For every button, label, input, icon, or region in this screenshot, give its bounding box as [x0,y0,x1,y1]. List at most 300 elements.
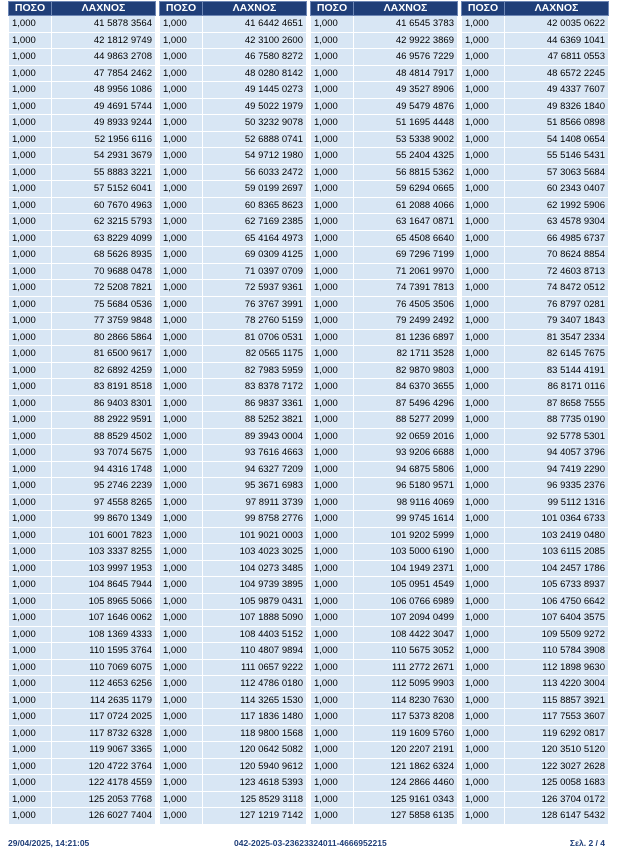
amount-cell: 1,000 [9,659,52,676]
table-row [311,791,458,808]
table-row [160,692,307,709]
table-row [160,181,307,198]
ticket-number-cell: 98 9116 4069 [354,494,458,511]
ticket-number-cell: 107 2094 0499 [354,610,458,627]
amount-cell: 1,000 [160,494,203,511]
ticket-number-cell: 93 9206 6688 [354,445,458,462]
amount-cell: 1,000 [9,82,52,99]
amount-cell: 1,000 [462,379,505,396]
table-row [462,593,609,610]
table-row [462,296,609,313]
amount-cell: 1,000 [9,296,52,313]
amount-cell: 1,000 [9,577,52,594]
amount-cell: 1,000 [9,791,52,808]
ticket-number-cell: 114 8230 7630 [354,692,458,709]
ticket-number-cell: 82 7983 5959 [203,362,307,379]
ticket-number-cell: 48 4814 7917 [354,65,458,82]
amount-cell: 1,000 [160,544,203,561]
table-row [311,593,458,610]
ticket-number-cell: 87 8658 7555 [505,395,609,412]
table-row [311,725,458,742]
table-row [311,742,458,759]
table-row [9,181,156,198]
document-reference: 042-2025-03-23623324011-4666952215 [234,838,387,848]
ticket-number-cell: 68 5626 8935 [52,247,156,264]
amount-cell: 1,000 [462,65,505,82]
amount-cell: 1,000 [311,115,354,132]
table-row [9,593,156,610]
table-row [160,428,307,445]
table-row [9,725,156,742]
amount-cell: 1,000 [311,98,354,115]
ticket-number-cell: 49 5022 1979 [203,98,307,115]
ticket-number-cell: 94 7419 2290 [505,461,609,478]
table-row [311,478,458,495]
ticket-number-cell: 103 4023 3025 [203,544,307,561]
table-row [160,280,307,297]
amount-cell: 1,000 [462,181,505,198]
table-row [462,214,609,231]
table-row [311,676,458,693]
amount-cell: 1,000 [311,494,354,511]
table-row [462,791,609,808]
amount-cell: 1,000 [311,280,354,297]
amount-cell: 1,000 [462,725,505,742]
amount-cell: 1,000 [160,32,203,49]
ticket-number-cell: 125 9161 0343 [354,791,458,808]
table-row [462,461,609,478]
amount-cell: 1,000 [160,313,203,330]
table-row [311,461,458,478]
table-row [311,709,458,726]
ticket-number-cell: 123 4618 5393 [203,775,307,792]
header-ticket: ΛΑΧΝΟΣ [505,2,609,16]
table-row [160,395,307,412]
ticket-number-cell: 108 4403 5152 [203,626,307,643]
amount-cell: 1,000 [9,461,52,478]
header-ticket: ΛΑΧΝΟΣ [203,2,307,16]
table-row [462,494,609,511]
amount-cell: 1,000 [311,560,354,577]
ticket-number-cell: 63 1647 0871 [354,214,458,231]
ticket-number-cell: 105 0951 4549 [354,577,458,594]
amount-cell: 1,000 [160,98,203,115]
ticket-number-cell: 52 1956 6116 [52,131,156,148]
amount-cell: 1,000 [462,49,505,66]
amount-cell: 1,000 [311,49,354,66]
amount-cell: 1,000 [160,16,203,33]
table-row [160,626,307,643]
table-row [160,742,307,759]
ticket-number-cell: 117 8732 6328 [52,725,156,742]
table-row [9,247,156,264]
table-row [462,626,609,643]
amount-cell: 1,000 [9,775,52,792]
ticket-number-cell: 120 5940 9612 [203,758,307,775]
amount-cell: 1,000 [160,65,203,82]
table-row [9,148,156,165]
amount-cell: 1,000 [311,527,354,544]
ticket-number-cell: 94 6327 7209 [203,461,307,478]
results-table-1 [8,1,156,825]
amount-cell: 1,000 [9,692,52,709]
ticket-number-cell: 114 3265 1530 [203,692,307,709]
ticket-number-cell: 110 5784 3908 [505,643,609,660]
amount-cell: 1,000 [462,544,505,561]
table-row [9,643,156,660]
table-row [160,32,307,49]
ticket-number-cell: 54 1408 0654 [505,131,609,148]
amount-cell: 1,000 [462,461,505,478]
ticket-number-cell: 96 5180 9571 [354,478,458,495]
table-row [9,791,156,808]
table-row [9,511,156,528]
table-row [160,115,307,132]
amount-cell: 1,000 [9,263,52,280]
table-row [9,808,156,825]
ticket-number-cell: 70 9688 0478 [52,263,156,280]
amount-cell: 1,000 [462,511,505,528]
ticket-number-cell: 49 4337 7607 [505,82,609,99]
ticket-number-cell: 60 2343 0407 [505,181,609,198]
amount-cell: 1,000 [311,379,354,396]
amount-cell: 1,000 [160,346,203,363]
ticket-number-cell: 49 4691 5744 [52,98,156,115]
amount-cell: 1,000 [9,16,52,33]
amount-cell: 1,000 [9,98,52,115]
amount-cell: 1,000 [311,16,354,33]
ticket-number-cell: 66 4985 6737 [505,230,609,247]
ticket-number-cell: 42 3100 2600 [203,32,307,49]
amount-cell: 1,000 [462,214,505,231]
table-row [311,775,458,792]
ticket-number-cell: 82 6892 4259 [52,362,156,379]
amount-cell: 1,000 [9,725,52,742]
table-row [9,659,156,676]
amount-cell: 1,000 [9,643,52,660]
table-row [160,98,307,115]
amount-cell: 1,000 [311,313,354,330]
table-row [462,148,609,165]
table-row [160,329,307,346]
amount-cell: 1,000 [160,131,203,148]
table-row [462,758,609,775]
table-row [9,82,156,99]
table-row [160,65,307,82]
table-row [160,659,307,676]
table-row [462,445,609,462]
table-row [462,329,609,346]
amount-cell: 1,000 [311,181,354,198]
ticket-number-cell: 74 8472 0512 [505,280,609,297]
amount-cell: 1,000 [160,511,203,528]
amount-cell: 1,000 [462,808,505,825]
amount-cell: 1,000 [462,742,505,759]
table-row [311,131,458,148]
ticket-number-cell: 69 7296 7199 [354,247,458,264]
table-row [462,346,609,363]
ticket-number-cell: 103 9997 1953 [52,560,156,577]
ticket-number-cell: 71 0397 0709 [203,263,307,280]
table-row [462,412,609,429]
amount-cell: 1,000 [9,115,52,132]
header-amount: ΠΟΣΟ [160,2,203,16]
ticket-number-cell: 101 9021 0003 [203,527,307,544]
ticket-number-cell: 112 5095 9903 [354,676,458,693]
ticket-number-cell: 89 3943 0004 [203,428,307,445]
ticket-number-cell: 81 0706 0531 [203,329,307,346]
table-row [311,808,458,825]
ticket-number-cell: 49 8933 9244 [52,115,156,132]
amount-cell: 1,000 [160,379,203,396]
amount-cell: 1,000 [160,164,203,181]
table-row [311,445,458,462]
table-row [160,775,307,792]
table-row [462,428,609,445]
amount-cell: 1,000 [311,230,354,247]
ticket-number-cell: 71 2061 9970 [354,263,458,280]
table-row [311,412,458,429]
amount-cell: 1,000 [160,148,203,165]
amount-cell: 1,000 [160,82,203,99]
amount-cell: 1,000 [462,98,505,115]
amount-cell: 1,000 [462,791,505,808]
ticket-number-cell: 60 8365 8623 [203,197,307,214]
amount-cell: 1,000 [9,329,52,346]
amount-cell: 1,000 [9,445,52,462]
amount-cell: 1,000 [462,164,505,181]
amount-cell: 1,000 [462,478,505,495]
amount-cell: 1,000 [160,412,203,429]
table-row [160,247,307,264]
amount-cell: 1,000 [9,181,52,198]
table-row [462,32,609,49]
amount-cell: 1,000 [9,131,52,148]
amount-cell: 1,000 [311,131,354,148]
ticket-number-cell: 56 6033 2472 [203,164,307,181]
ticket-number-cell: 111 2772 2671 [354,659,458,676]
ticket-number-cell: 94 4057 3796 [505,445,609,462]
amount-cell: 1,000 [311,626,354,643]
ticket-number-cell: 105 9879 0431 [203,593,307,610]
ticket-number-cell: 61 2088 4066 [354,197,458,214]
ticket-number-cell: 120 2207 2191 [354,742,458,759]
table-row [9,313,156,330]
table-row [160,461,307,478]
table-row [9,395,156,412]
ticket-number-cell: 88 5277 2099 [354,412,458,429]
table-row [9,412,156,429]
ticket-number-cell: 107 1888 5090 [203,610,307,627]
table-row [311,527,458,544]
table-row [462,725,609,742]
ticket-number-cell: 117 7553 3607 [505,709,609,726]
table-row [462,560,609,577]
amount-cell: 1,000 [311,593,354,610]
amount-cell: 1,000 [9,65,52,82]
ticket-number-cell: 107 1646 0062 [52,610,156,627]
table-row [9,197,156,214]
ticket-number-cell: 77 3759 9848 [52,313,156,330]
ticket-number-cell: 87 5496 4296 [354,395,458,412]
ticket-number-cell: 57 5152 6041 [52,181,156,198]
amount-cell: 1,000 [311,395,354,412]
ticket-number-cell: 84 6370 3655 [354,379,458,396]
table-row [9,560,156,577]
amount-cell: 1,000 [462,346,505,363]
amount-cell: 1,000 [311,428,354,445]
amount-cell: 1,000 [9,428,52,445]
table-row [160,164,307,181]
amount-cell: 1,000 [462,362,505,379]
table-row [462,362,609,379]
table-row [160,577,307,594]
header-amount: ΠΟΣΟ [462,2,505,16]
table-row [160,197,307,214]
ticket-number-cell: 117 1836 1480 [203,709,307,726]
table-row [9,676,156,693]
ticket-number-cell: 76 8797 0281 [505,296,609,313]
amount-cell: 1,000 [311,808,354,825]
ticket-number-cell: 69 0309 4125 [203,247,307,264]
amount-cell: 1,000 [160,560,203,577]
table-row [311,115,458,132]
amount-cell: 1,000 [9,313,52,330]
amount-cell: 1,000 [311,610,354,627]
ticket-number-cell: 75 5684 0536 [52,296,156,313]
ticket-number-cell: 55 2404 4325 [354,148,458,165]
ticket-number-cell: 88 5252 3821 [203,412,307,429]
table-row [9,461,156,478]
ticket-number-cell: 44 6369 1041 [505,32,609,49]
amount-cell: 1,000 [9,709,52,726]
ticket-number-cell: 112 4653 6256 [52,676,156,693]
ticket-number-cell: 114 2635 1179 [52,692,156,709]
amount-cell: 1,000 [9,247,52,264]
ticket-number-cell: 81 6500 9617 [52,346,156,363]
table-row [160,263,307,280]
ticket-number-cell: 108 4422 3047 [354,626,458,643]
table-row [462,643,609,660]
ticket-number-cell: 104 8645 7944 [52,577,156,594]
table-row [9,610,156,627]
ticket-number-cell: 115 8857 3921 [505,692,609,709]
table-row [311,659,458,676]
table-row [462,709,609,726]
ticket-number-cell: 63 4578 9304 [505,214,609,231]
amount-cell: 1,000 [160,115,203,132]
amount-cell: 1,000 [9,346,52,363]
table-row [462,164,609,181]
amount-cell: 1,000 [311,362,354,379]
ticket-number-cell: 62 7169 2385 [203,214,307,231]
table-row [160,808,307,825]
amount-cell: 1,000 [311,346,354,363]
ticket-number-cell: 110 7069 6075 [52,659,156,676]
table-row [462,676,609,693]
ticket-number-cell: 41 5878 3564 [52,16,156,33]
ticket-number-cell: 124 2866 4460 [354,775,458,792]
ticket-number-cell: 125 8529 3118 [203,791,307,808]
table-row [311,247,458,264]
header-ticket: ΛΑΧΝΟΣ [354,2,458,16]
ticket-number-cell: 70 8624 8854 [505,247,609,264]
amount-cell: 1,000 [462,280,505,297]
ticket-number-cell: 42 9922 3869 [354,32,458,49]
table-row [311,395,458,412]
amount-cell: 1,000 [462,610,505,627]
ticket-number-cell: 96 9335 2376 [505,478,609,495]
amount-cell: 1,000 [462,263,505,280]
table-row [160,791,307,808]
table-row [160,544,307,561]
amount-cell: 1,000 [462,659,505,676]
ticket-number-cell: 110 5675 3052 [354,643,458,660]
ticket-number-cell: 92 0659 2016 [354,428,458,445]
amount-cell: 1,000 [160,709,203,726]
amount-cell: 1,000 [462,395,505,412]
amount-cell: 1,000 [9,610,52,627]
page-footer [8,838,605,852]
header-amount: ΠΟΣΟ [9,2,52,16]
table-row [311,197,458,214]
ticket-number-cell: 46 7580 8272 [203,49,307,66]
amount-cell: 1,000 [160,643,203,660]
amount-cell: 1,000 [311,247,354,264]
table-row [9,230,156,247]
amount-cell: 1,000 [160,725,203,742]
amount-cell: 1,000 [9,626,52,643]
results-table-2 [159,1,307,825]
table-row [311,65,458,82]
table-row [9,214,156,231]
amount-cell: 1,000 [160,181,203,198]
ticket-number-cell: 72 5208 7821 [52,280,156,297]
table-row [9,494,156,511]
ticket-number-cell: 47 7854 2462 [52,65,156,82]
ticket-number-cell: 101 0364 6733 [505,511,609,528]
amount-cell: 1,000 [9,676,52,693]
ticket-number-cell: 79 2499 2492 [354,313,458,330]
ticket-number-cell: 53 5338 9002 [354,131,458,148]
ticket-number-cell: 49 3527 8906 [354,82,458,99]
ticket-number-cell: 110 4807 9894 [203,643,307,660]
amount-cell: 1,000 [311,643,354,660]
amount-cell: 1,000 [311,197,354,214]
ticket-number-cell: 117 0724 2025 [52,709,156,726]
amount-cell: 1,000 [462,593,505,610]
amount-cell: 1,000 [311,296,354,313]
table-row [9,115,156,132]
ticket-number-cell: 103 5000 6190 [354,544,458,561]
amount-cell: 1,000 [9,478,52,495]
ticket-number-cell: 101 9202 5999 [354,527,458,544]
table-row [9,362,156,379]
table-row [462,379,609,396]
amount-cell: 1,000 [160,527,203,544]
ticket-number-cell: 94 6875 5806 [354,461,458,478]
amount-cell: 1,000 [160,214,203,231]
amount-cell: 1,000 [462,197,505,214]
table-row [9,577,156,594]
amount-cell: 1,000 [9,494,52,511]
amount-cell: 1,000 [462,527,505,544]
amount-cell: 1,000 [462,560,505,577]
amount-cell: 1,000 [311,164,354,181]
table-row [311,626,458,643]
ticket-number-cell: 106 4750 6642 [505,593,609,610]
table-row [9,379,156,396]
